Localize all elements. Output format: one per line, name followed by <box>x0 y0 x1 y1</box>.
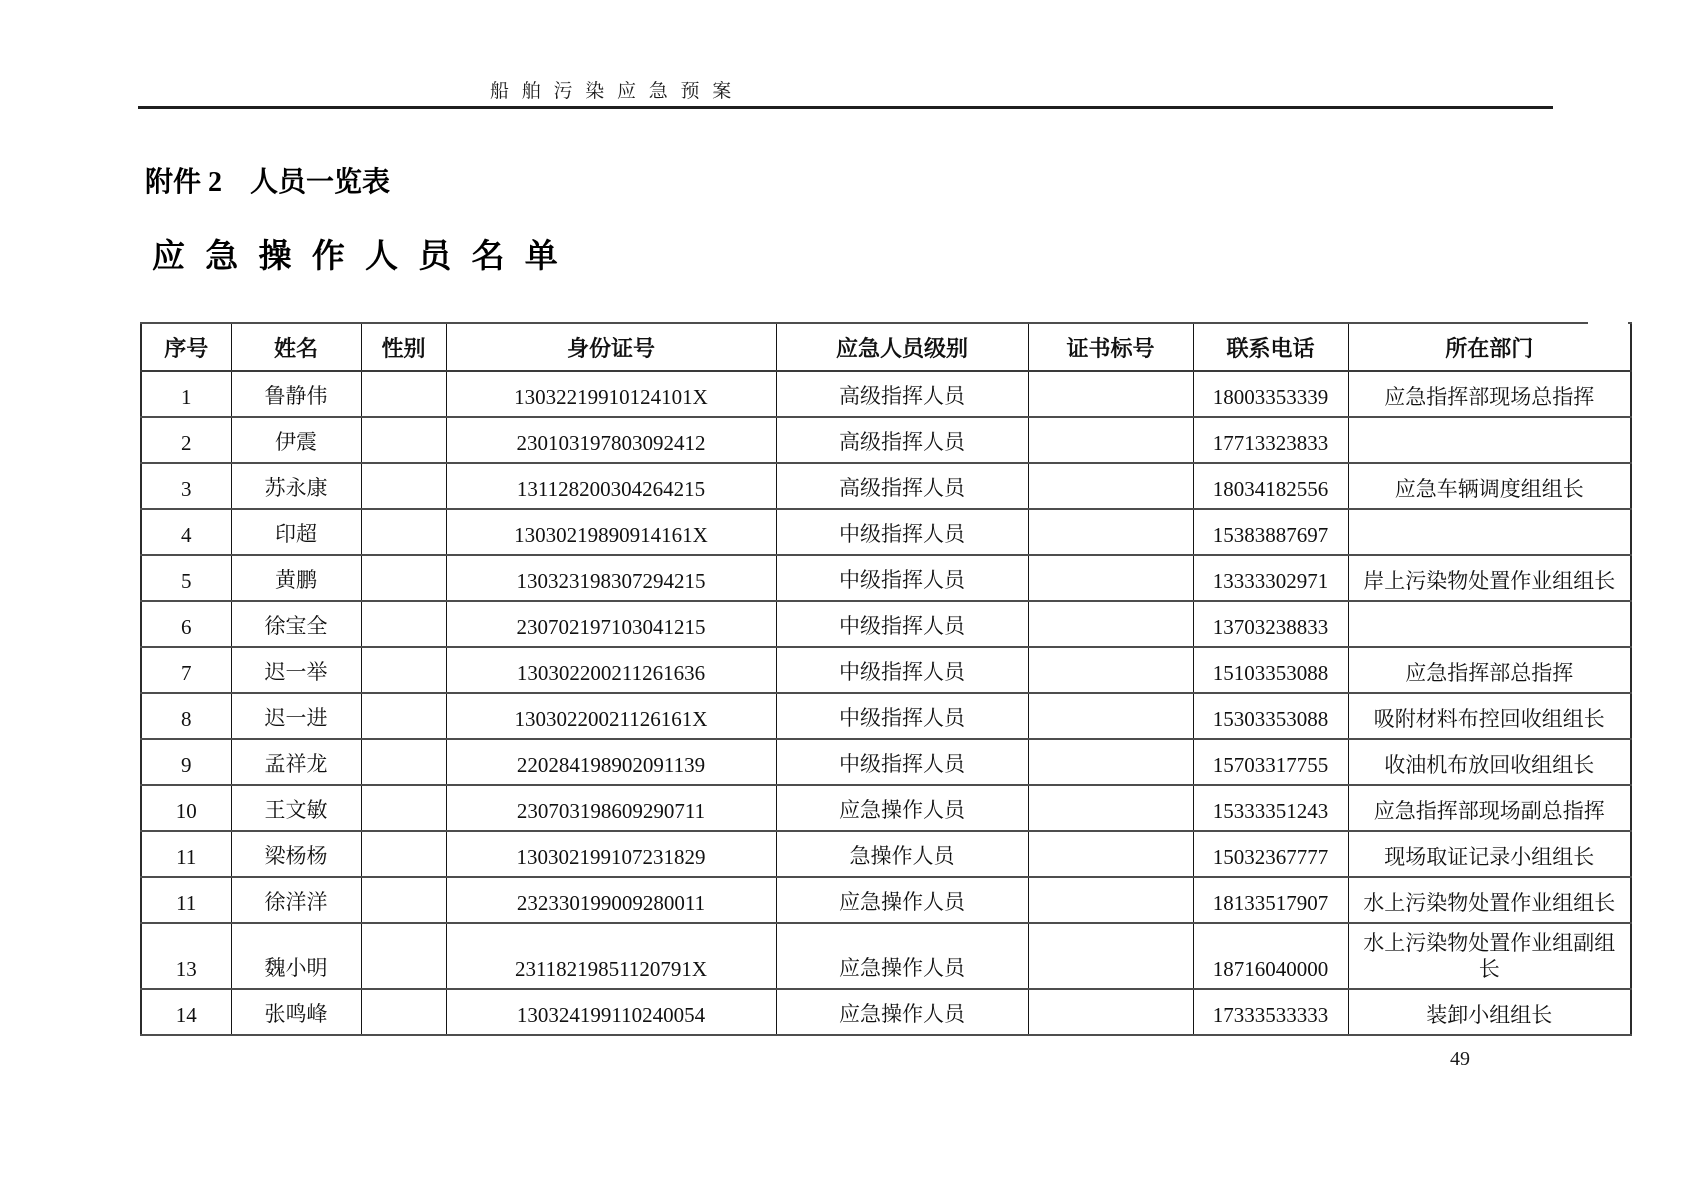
cell-phone: 15303353088 <box>1193 693 1348 739</box>
table-row <box>141 785 1631 831</box>
cell-cert_number <box>1028 417 1193 463</box>
cell-gender <box>361 647 446 693</box>
cell-no: 7 <box>141 647 231 693</box>
cell-gender <box>361 463 446 509</box>
cell-no: 2 <box>141 417 231 463</box>
cell-level: 急操作人员 <box>776 831 1028 877</box>
table-row <box>141 463 1631 509</box>
cell-name: 黄鹏 <box>231 555 361 601</box>
cell-id_number: 230703198609290711 <box>446 785 776 831</box>
column-header: 所在部门 <box>1348 323 1631 371</box>
header-row <box>141 323 1631 371</box>
cell-phone: 15103353088 <box>1193 647 1348 693</box>
cell-level: 应急操作人员 <box>776 989 1028 1035</box>
table-row <box>141 877 1631 923</box>
cell-gender <box>361 693 446 739</box>
cell-id_number: 232330199009280011 <box>446 877 776 923</box>
cell-name: 张鸣峰 <box>231 989 361 1035</box>
cell-level: 高级指挥人员 <box>776 371 1028 417</box>
cell-gender <box>361 923 446 989</box>
table-row <box>141 417 1631 463</box>
cell-level: 应急操作人员 <box>776 785 1028 831</box>
cell-level: 应急操作人员 <box>776 877 1028 923</box>
cell-phone: 13703238833 <box>1193 601 1348 647</box>
cell-no: 11 <box>141 831 231 877</box>
cell-no: 10 <box>141 785 231 831</box>
cell-cert_number <box>1028 555 1193 601</box>
cell-level: 中级指挥人员 <box>776 647 1028 693</box>
running-header: 船 舶 污 染 应 急 预 案 <box>490 81 736 102</box>
cell-name: 迟一举 <box>231 647 361 693</box>
cell-gender <box>361 601 446 647</box>
table-row <box>141 647 1631 693</box>
cell-cert_number <box>1028 785 1193 831</box>
cell-gender <box>361 417 446 463</box>
cell-phone: 13333302971 <box>1193 555 1348 601</box>
table-row <box>141 601 1631 647</box>
cell-id_number: 220284198902091139 <box>446 739 776 785</box>
cell-dept <box>1348 417 1631 463</box>
cell-dept: 应急车辆调度组组长 <box>1348 463 1631 509</box>
column-header: 证书标号 <box>1028 323 1193 371</box>
cell-name: 梁杨杨 <box>231 831 361 877</box>
cell-no: 3 <box>141 463 231 509</box>
cell-dept: 现场取证记录小组组长 <box>1348 831 1631 877</box>
cell-dept: 应急指挥部总指挥 <box>1348 647 1631 693</box>
column-header: 身份证号 <box>446 323 776 371</box>
column-header: 姓名 <box>231 323 361 371</box>
cell-phone: 17713323833 <box>1193 417 1348 463</box>
cell-dept: 岸上污染物处置作业组组长 <box>1348 555 1631 601</box>
header-rule <box>138 106 1553 109</box>
table-row <box>141 371 1631 417</box>
cell-gender <box>361 371 446 417</box>
cell-no: 6 <box>141 601 231 647</box>
table-body <box>141 371 1631 1035</box>
table-row <box>141 555 1631 601</box>
cell-gender <box>361 989 446 1035</box>
cell-phone: 18003353339 <box>1193 371 1348 417</box>
table-row <box>141 693 1631 739</box>
attachment-title: 附件 2 人员一览表 <box>145 167 391 198</box>
cell-phone: 15333351243 <box>1193 785 1348 831</box>
cell-name: 王文敏 <box>231 785 361 831</box>
table-row <box>141 739 1631 785</box>
cell-id_number: 13030220021126161X <box>446 693 776 739</box>
cell-name: 徐洋洋 <box>231 877 361 923</box>
cell-phone: 15383887697 <box>1193 509 1348 555</box>
cell-gender <box>361 509 446 555</box>
cell-level: 中级指挥人员 <box>776 509 1028 555</box>
column-header: 联系电话 <box>1193 323 1348 371</box>
cell-name: 孟祥龙 <box>231 739 361 785</box>
cell-dept: 应急指挥部现场总指挥 <box>1348 371 1631 417</box>
cell-cert_number <box>1028 693 1193 739</box>
column-header: 序号 <box>141 323 231 371</box>
cell-dept: 应急指挥部现场副总指挥 <box>1348 785 1631 831</box>
column-header: 应急人员级别 <box>776 323 1028 371</box>
cell-cert_number <box>1028 509 1193 555</box>
cell-name: 徐宝全 <box>231 601 361 647</box>
table-row <box>141 989 1631 1035</box>
cell-name: 魏小明 <box>231 923 361 989</box>
cell-no: 13 <box>141 923 231 989</box>
cell-level: 高级指挥人员 <box>776 463 1028 509</box>
cell-level: 中级指挥人员 <box>776 601 1028 647</box>
cell-id_number: 130302200211261636 <box>446 647 776 693</box>
cell-cert_number <box>1028 739 1193 785</box>
cell-name: 苏永康 <box>231 463 361 509</box>
cell-gender <box>361 877 446 923</box>
doc-title: 应 急 操 作 人 员 名 单 <box>152 239 564 275</box>
cell-name: 迟一进 <box>231 693 361 739</box>
cell-gender <box>361 555 446 601</box>
cell-cert_number <box>1028 989 1193 1035</box>
cell-no: 9 <box>141 739 231 785</box>
cell-phone: 18133517907 <box>1193 877 1348 923</box>
cell-level: 中级指挥人员 <box>776 693 1028 739</box>
cell-id_number: 130324199110240054 <box>446 989 776 1035</box>
cell-level: 应急操作人员 <box>776 923 1028 989</box>
cell-cert_number <box>1028 647 1193 693</box>
cell-no: 14 <box>141 989 231 1035</box>
cell-gender <box>361 831 446 877</box>
cell-gender <box>361 785 446 831</box>
table-top-border-gap-artifact <box>1588 318 1628 325</box>
table-row <box>141 831 1631 877</box>
cell-cert_number <box>1028 463 1193 509</box>
cell-name: 伊震 <box>231 417 361 463</box>
cell-dept: 吸附材料布控回收组组长 <box>1348 693 1631 739</box>
cell-cert_number <box>1028 831 1193 877</box>
cell-id_number: 230702197103041215 <box>446 601 776 647</box>
cell-dept <box>1348 601 1631 647</box>
cell-no: 4 <box>141 509 231 555</box>
cell-phone: 15032367777 <box>1193 831 1348 877</box>
cell-id_number: 23118219851120791X <box>446 923 776 989</box>
cell-id_number: 230103197803092412 <box>446 417 776 463</box>
cell-id_number: 131128200304264215 <box>446 463 776 509</box>
cell-phone: 17333533333 <box>1193 989 1348 1035</box>
cell-name: 印超 <box>231 509 361 555</box>
cell-dept: 水上污染物处置作业组副组长 <box>1348 923 1631 989</box>
cell-cert_number <box>1028 923 1193 989</box>
table-row <box>141 509 1631 555</box>
table-row <box>141 923 1631 989</box>
cell-id_number: 130323198307294215 <box>446 555 776 601</box>
cell-id_number: 13030219890914161X <box>446 509 776 555</box>
cell-level: 中级指挥人员 <box>776 739 1028 785</box>
cell-dept: 装卸小组组长 <box>1348 989 1631 1035</box>
cell-dept: 水上污染物处置作业组组长 <box>1348 877 1631 923</box>
cell-no: 11 <box>141 877 231 923</box>
cell-cert_number <box>1028 601 1193 647</box>
page-number: 49 <box>1450 1048 1470 1070</box>
cell-no: 5 <box>141 555 231 601</box>
cell-dept: 收油机布放回收组组长 <box>1348 739 1631 785</box>
personnel-table <box>140 322 1632 1036</box>
cell-id_number: 13032219910124101X <box>446 371 776 417</box>
cell-phone: 18716040000 <box>1193 923 1348 989</box>
cell-level: 中级指挥人员 <box>776 555 1028 601</box>
cell-cert_number <box>1028 877 1193 923</box>
cell-name: 鲁静伟 <box>231 371 361 417</box>
cell-phone: 15703317755 <box>1193 739 1348 785</box>
cell-no: 1 <box>141 371 231 417</box>
column-header: 性别 <box>361 323 446 371</box>
cell-cert_number <box>1028 371 1193 417</box>
cell-id_number: 130302199107231829 <box>446 831 776 877</box>
cell-phone: 18034182556 <box>1193 463 1348 509</box>
cell-level: 高级指挥人员 <box>776 417 1028 463</box>
cell-gender <box>361 739 446 785</box>
cell-dept <box>1348 509 1631 555</box>
cell-no: 8 <box>141 693 231 739</box>
